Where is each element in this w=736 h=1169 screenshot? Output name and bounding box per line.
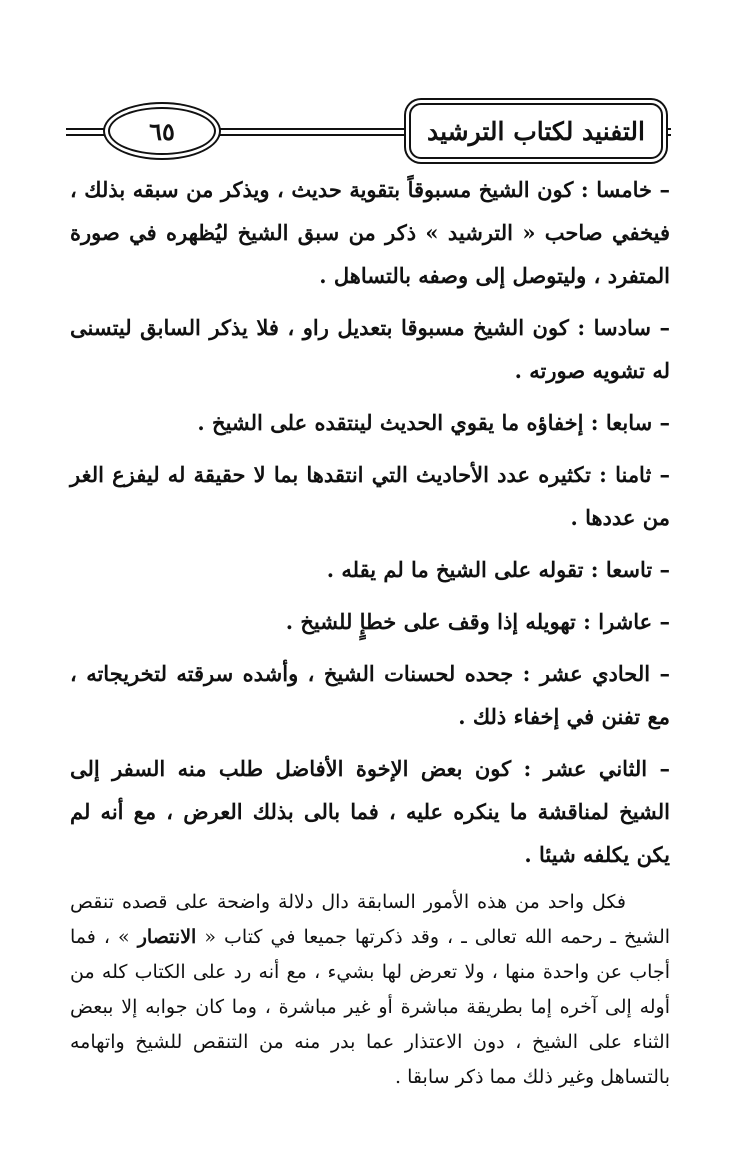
list-item-fifth: – خامسا : كون الشيخ مسبوقاً بتقوية حديث ، ويذكر من سبقه بذلك ، فيخفي صاحب « الترشيد » ذكر من سبق الشيخ ليُظهره في صورة المتفرد ، وليتوصل إلى وصفه بالتساهل . (70, 177, 670, 288)
running-title: التفنيد لكتاب الترشيد (409, 103, 663, 159)
list-item-sixth: – سادسا : كون الشيخ مسبوقا بتعديل راو ، فلا يذكر السابق ليتسنى له تشويه صورته . (70, 315, 670, 383)
page-header (66, 101, 671, 163)
closing-paragraph (70, 885, 670, 1095)
list-item-twelfth: – الثاني عشر : كون بعض الإخوة الأفاضل طلب منه السفر إلى الشيخ لمناقشة ما ينكره عليه ، فما بالى بذلك العرض ، مع أنه لم يكن يكلفه شيئا . (70, 756, 670, 867)
list-item-ninth: – تاسعا : تقوله على الشيخ ما لم يقله . (326, 557, 670, 582)
closing-text-start: فكل واحد من هذه الأمور السابقة دال دلالة واضحة على قصده تنقص الشيخ ـ رحمه الله تعالى ـ ، وقد ذكرتها جميعا في كتاب « (70, 891, 671, 948)
list-item-tenth: – عاشرا : تهويله إذا وقف على خطإٍ للشيخ . (285, 609, 670, 634)
book-title-alintisar: الانتصار (137, 926, 197, 948)
list-item-eighth: – ثامنا : تكثيره عدد الأحاديث التي انتقدها بما لا حقيقة له ليفزع الغر من عددها . (70, 462, 670, 530)
closing-text-end: » ، فما أجاب عن واحدة منها ، ولا تعرض لها بشيء ، مع أنه رد على الكتاب كله من أوله إلى آخره إما بطريقة مباشرة أو غير مباشرة ، وما كان جوابه إلا ببعض الثناء على الشيخ ، دون الاعتذار عما بدر منه من التنقص للشيخ واتهامه بالتساهل وغير ذلك مما ذكر سابقا . (70, 926, 670, 1088)
page-body (70, 168, 670, 1114)
list-item-eleventh: – الحادي عشر : جحده لحسنات الشيخ ، وأشده سرقته لتخريجاته ، مع تفنن في إخفاء ذلك . (70, 661, 670, 729)
page-number: ٦٥ (108, 107, 216, 155)
list-item-seventh: – سابعا : إخفاؤه ما يقوي الحديث لينتقده على الشيخ . (197, 410, 670, 435)
